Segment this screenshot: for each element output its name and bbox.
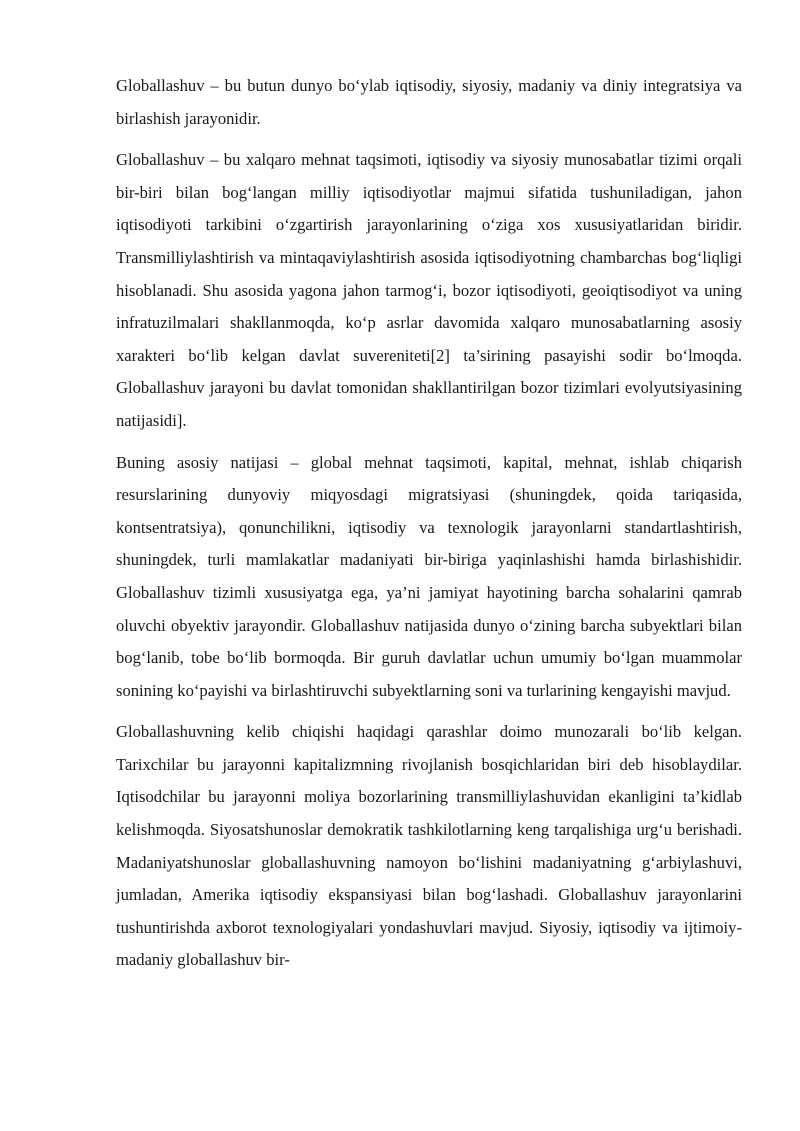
paragraph-definition: Globallashuv – bu butun dunyo bo‘ylab iqtisodiy, siyosiy, madaniy va diniy integratsiya va birlashish jarayonidir.: [116, 76, 742, 128]
paragraph-economic-integration: Globallashuv – bu xalqaro mehnat taqsimoti, iqtisodiy va siyosiy munosabatlar tizimi orqali bir-biri bilan bog‘langan milliy iqtisodiyotlar majmui sifatida tushuniladigan, jahon iqtisodiyoti tarkibini o‘zgartirish jarayonlarining o‘ziga xos xususiyatlaridan biridir. Transmilliylashtirish va mintaqaviylashtirish asosida iqtisodiyotning chambarchas bog‘liqligi hisoblanadi. Shu asosida yagona jahon tarmog‘i, bozor iqtisodiyoti, geoiqtisodiyot va uning infratuzilmalari shakllanmoqda, ko‘p asrlar davomida xalqaro munosabatlarning asosiy xarakteri bo‘lib kelgan davlat suvereniteti[2] ta’sirining pasayishi sodir bo‘lmoqda. Globallashuv jarayoni bu davlat tomonidan shakllantirilgan bozor tizimlari evolyutsiyasining natijasidi].: [116, 150, 742, 430]
document-page: [116, 70, 742, 986]
paragraph-origin-views: Globallashuvning kelib chiqishi haqidagi qarashlar doimo munozarali bo‘lib kelgan. Tarixchilar bu jarayonni kapitalizmning rivojlanish bosqichlaridan biri deb hisoblaydilar. Iqtisodchilar bu jarayonni moliya bozorlarining transmilliylashuvidan ekanligini ta’kidlab kelishmoqda. Siyosatshunoslar demokratik tashkilotlarning keng tarqalishiga urg‘u berishadi. Madaniyatshunoslar globallashuvning namoyon bo‘lishini madaniyatning g‘arbiylashuvi, jumladan, Amerika iqtisodiy ekspansiyasi bilan bog‘lashadi. Globallashuv jarayonlarini tushuntirishda axborot texnologiyalari yondashuvlari mavjud. Siyosiy, iqtisodiy va ijtimoiy-madaniy globallashuv bir-: [116, 722, 742, 970]
paragraph-main-result: Buning asosiy natijasi – global mehnat taqsimoti, kapital, mehnat, ishlab chiqarish resurslarining dunyoviy miqyosdagi migratsiyasi (shuningdek, qoida tariqasida, kontsentratsiya), qonunchilikni, iqtisodiy va texnologik jarayonlarni standartlashtirish, shuningdek, turli mamlakatlar madaniyati bir-biriga yaqinlashishi hamda birlashishidir. Globallashuv tizimli xususiyatga ega, ya’ni jamiyat hayotining barcha sohalarini qamrab oluvchi obyektiv jarayondir. Globallashuv natijasida dunyo o‘zining barcha subyektlari bilan bog‘lanib, tobe bo‘lib bormoqda. Bir guruh davlatlar uchun umumiy bo‘lgan muammolar sonining ko‘payishi va birlashtiruvchi subyektlarning soni va turlarining kengayishi mavjud.: [116, 452, 742, 700]
